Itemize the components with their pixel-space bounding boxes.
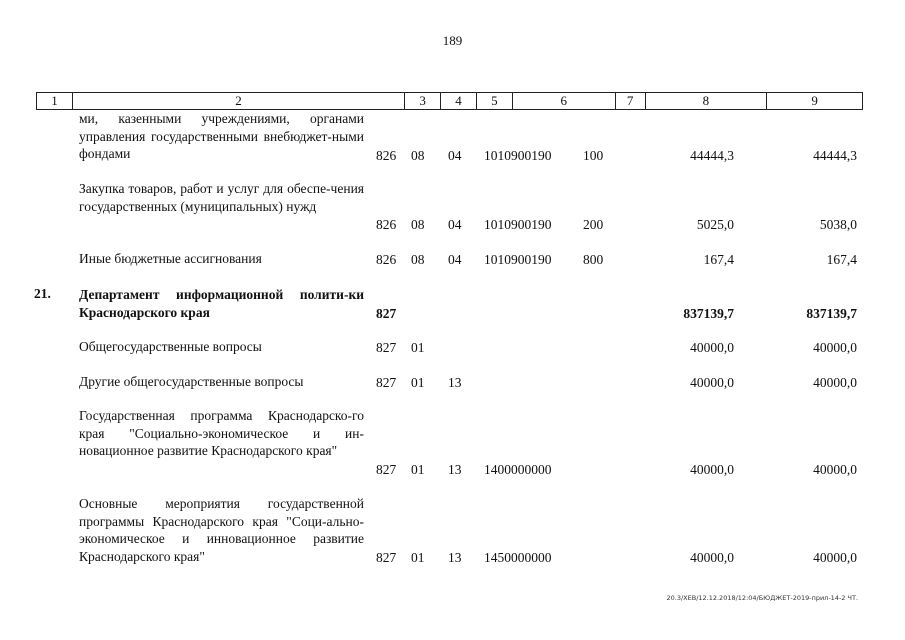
row-col-7: 100 (583, 147, 604, 163)
row-col-9: 40000,0 (813, 339, 857, 355)
row-col-6: 1400000000 (484, 461, 552, 477)
row-col-3: 827 (376, 461, 397, 477)
row-col-4: 08 (411, 251, 425, 267)
row-col-8: 5025,0 (696, 216, 734, 232)
row-col-8: 44444,3 (690, 147, 734, 163)
table-row (0, 407, 905, 478)
table-row (0, 250, 905, 268)
row-col-9: 40000,0 (813, 549, 857, 565)
row-col-3: 827 (376, 305, 397, 321)
row-col-4: 01 (411, 549, 425, 565)
row-name: Закупка товаров, работ и услуг для обеспе-чения государственных (муниципальных) нужд (79, 181, 364, 214)
row-name: Государственная программа Краснодарско-го края "Социально-экономическое и ин-новационное развитие Краснодарского края" (79, 408, 364, 458)
row-col-8: 40000,0 (690, 339, 734, 355)
row-col-8: 837139,7 (683, 305, 734, 321)
table-row (0, 180, 905, 233)
row-col-4: 08 (411, 147, 425, 163)
row-name: Общегосударственные вопросы (79, 339, 262, 354)
table-header (36, 92, 863, 110)
table-row-department (0, 286, 905, 322)
row-col-5: 04 (448, 216, 462, 232)
header-col-4: 4 (441, 93, 477, 109)
row-col-9: 167,4 (826, 251, 857, 267)
header-col-5: 5 (477, 93, 513, 109)
row-col-9: 40000,0 (813, 461, 857, 477)
row-col-5: 13 (448, 461, 462, 477)
row-col-9: 40000,0 (813, 374, 857, 390)
row-col-9: 44444,3 (813, 147, 857, 163)
row-col-3: 826 (376, 147, 397, 163)
row-name: Основные мероприятия государственной программы Краснодарского края "Соци-ально-экономическое и инновационное развитие Краснодарского края" (79, 496, 364, 564)
header-col-9: 9 (811, 93, 818, 108)
row-col-6: 1010900190 (484, 147, 552, 163)
table-row (0, 110, 905, 164)
row-name: Департамент информационной полити-ки Краснодарского края (79, 287, 364, 320)
row-col-4: 01 (411, 339, 425, 355)
table-row (0, 338, 905, 356)
row-col-3: 827 (376, 374, 397, 390)
row-name: ми, казенными учреждениями, органами управления государственными внебюджет-ными фондами (79, 111, 364, 161)
row-col-7: 800 (583, 251, 604, 267)
table-row (0, 495, 905, 566)
row-col-6: 1010900190 (484, 251, 552, 267)
row-col-3: 827 (376, 339, 397, 355)
row-col-8: 40000,0 (690, 461, 734, 477)
footer-note: 20.3/XЕВ/12.12.2018/12:04/БЮДЖЕТ-2019-прил-14-2 ЧТ. (666, 594, 858, 602)
header-col-2: 2 (73, 93, 405, 109)
row-col-7: 200 (583, 216, 604, 232)
row-col-6: 1450000000 (484, 549, 552, 565)
header-col-3: 3 (405, 93, 441, 109)
table-row (0, 373, 905, 391)
header-col-6: 6 (513, 93, 616, 109)
row-number: 21. (34, 286, 51, 301)
row-col-9: 5038,0 (819, 216, 857, 232)
row-col-4: 01 (411, 461, 425, 477)
row-col-5: 13 (448, 549, 462, 565)
row-col-4: 01 (411, 374, 425, 390)
row-col-5: 04 (448, 147, 462, 163)
row-col-8: 40000,0 (690, 549, 734, 565)
row-col-6: 1010900190 (484, 216, 552, 232)
row-col-3: 827 (376, 549, 397, 565)
page-number: 189 (442, 33, 463, 48)
row-col-8: 167,4 (703, 251, 734, 267)
row-col-4: 08 (411, 216, 425, 232)
header-col-1: 1 (37, 93, 73, 109)
header-col-8: 8 (646, 93, 768, 109)
row-name: Другие общегосударственные вопросы (79, 374, 304, 389)
header-col-7: 7 (616, 93, 646, 109)
row-name: Иные бюджетные ассигнования (79, 251, 262, 266)
row-col-5: 04 (448, 251, 462, 267)
row-col-5: 13 (448, 374, 462, 390)
row-col-3: 826 (376, 216, 397, 232)
row-col-3: 826 (376, 251, 397, 267)
row-col-8: 40000,0 (690, 374, 734, 390)
row-col-9: 837139,7 (806, 305, 857, 321)
